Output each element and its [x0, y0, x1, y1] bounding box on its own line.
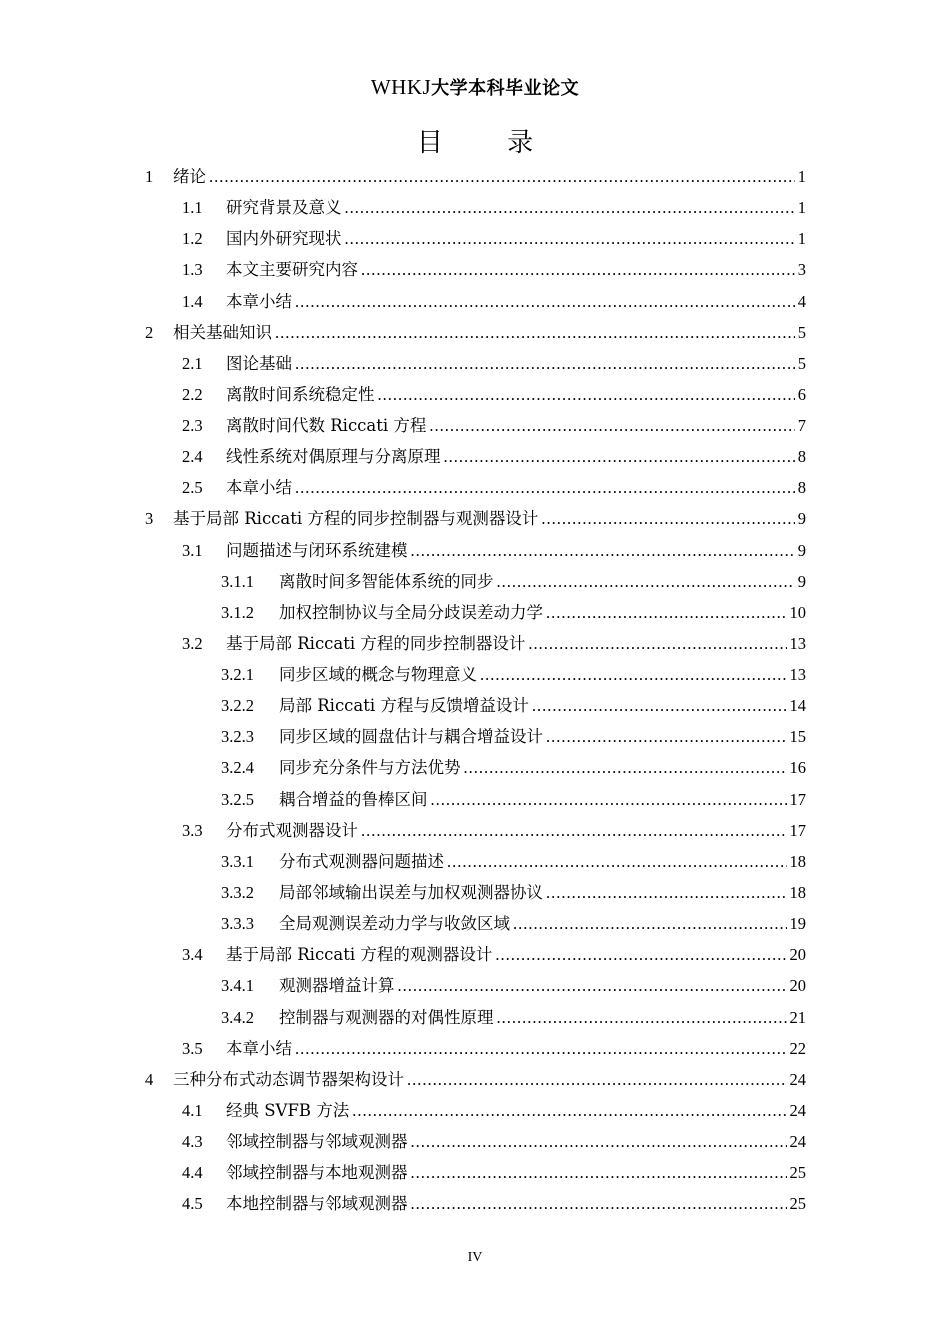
toc-entry[interactable] [182, 943, 806, 967]
toc-leader-dots [411, 1130, 787, 1154]
toc-entry-number: 3.1.1 [221, 572, 254, 591]
toc-entry-page: 14 [789, 696, 806, 715]
toc-entry-title: 本地控制器与邻域观测器 [226, 1194, 408, 1213]
toc-entry-title: 邻域控制器与本地观测器 [226, 1163, 408, 1182]
toc-entry-number: 3.3.3 [221, 914, 254, 933]
toc-entry[interactable] [182, 445, 806, 469]
toc-entry-title: 基于局部 Riccati 方程的同步控制器设计 [226, 634, 526, 653]
toc-entry-page: 10 [789, 603, 806, 622]
toc-entry-title: 图论基础 [226, 354, 292, 373]
toc-leader-dots [345, 227, 795, 251]
toc-entry[interactable] [182, 196, 806, 220]
toc-entry[interactable] [182, 819, 806, 843]
toc-entry-title: 同步区域的圆盘估计与耦合增益设计 [279, 727, 543, 746]
toc-entry[interactable] [221, 881, 806, 905]
toc-entry-number: 3.2.3 [221, 727, 254, 746]
toc-entry[interactable] [221, 912, 806, 936]
toc-entry-title: 国内外研究现状 [226, 229, 342, 248]
toc-leader-dots [431, 788, 787, 812]
toc-leader-dots [541, 507, 794, 531]
toc-entry-title: 局部邻域输出误差与加权观测器协议 [279, 883, 543, 902]
toc-entry[interactable] [221, 1006, 806, 1030]
toc-leader-dots [532, 694, 787, 718]
toc-entry-number: 4.1 [182, 1101, 203, 1120]
toc-entry-page: 13 [789, 634, 806, 653]
toc-entry-number: 3.3.1 [221, 852, 254, 871]
toc-heading: 目 录 [416, 128, 562, 158]
toc-entry-number: 3.2.2 [221, 696, 254, 715]
toc-entry-title: 线性系统对偶原理与分离原理 [226, 447, 441, 466]
toc-entry-page: 13 [789, 665, 806, 684]
toc-entry-title: 观测器增益计算 [279, 976, 395, 995]
toc-entry-number: 2.5 [182, 478, 203, 497]
toc-entry-page: 8 [797, 478, 806, 497]
toc-entry-title: 本章小结 [226, 478, 292, 497]
toc-entry[interactable] [182, 539, 806, 563]
toc-entry-number: 3.2 [182, 634, 203, 653]
toc-entry-title: 研究背景及意义 [226, 198, 342, 217]
toc-entry-page: 24 [789, 1070, 806, 1089]
toc-entry-title: 本文主要研究内容 [226, 260, 358, 279]
toc-leader-dots [513, 912, 787, 936]
header-text: 大学本科毕业论文 [431, 78, 580, 99]
toc-entry-page: 4 [797, 292, 806, 311]
toc-entry[interactable] [221, 850, 806, 874]
toc-leader-dots [444, 445, 795, 469]
toc-leader-dots [480, 663, 787, 687]
toc-entry-number: 3.3 [182, 821, 203, 840]
toc-leader-dots [295, 476, 795, 500]
toc-entry-number: 3 [145, 509, 154, 528]
toc-entry[interactable] [182, 258, 806, 282]
toc-entry-number: 2.1 [182, 354, 203, 373]
toc-entry-number: 1.3 [182, 260, 203, 279]
toc-entry-page: 15 [789, 727, 806, 746]
toc-entry[interactable] [182, 1130, 806, 1154]
toc-entry-number: 3.1.2 [221, 603, 254, 622]
toc-entry-number: 2.4 [182, 447, 203, 466]
toc-entry-number: 4.5 [182, 1194, 203, 1213]
toc-entry-title: 耦合增益的鲁棒区间 [279, 790, 428, 809]
toc-entry-page: 20 [789, 945, 806, 964]
toc-entry[interactable] [182, 1099, 806, 1123]
toc-leader-dots [378, 383, 795, 407]
toc-leader-dots [295, 352, 795, 376]
toc-entry-page: 8 [797, 447, 806, 466]
toc-leader-dots [398, 974, 787, 998]
toc-entry[interactable] [182, 383, 806, 407]
toc-entry-number: 4.3 [182, 1132, 203, 1151]
toc-entry-title: 全局观测误差动力学与收敛区域 [279, 914, 510, 933]
toc-leader-dots [295, 1037, 787, 1061]
toc-entry-page: 5 [797, 323, 806, 342]
toc-entry-number: 2 [145, 323, 154, 342]
toc-entry-page: 17 [789, 790, 806, 809]
toc-entry-number: 4.4 [182, 1163, 203, 1182]
toc-entry-number: 4 [145, 1070, 154, 1089]
toc-entry-page: 1 [797, 167, 806, 186]
toc-entry-page: 19 [789, 914, 806, 933]
toc-entry-page: 18 [789, 883, 806, 902]
toc-entry-number: 3.1 [182, 541, 203, 560]
toc-entry-title: 三种分布式动态调节器架构设计 [173, 1070, 404, 1089]
toc-entry-page: 1 [797, 229, 806, 248]
toc-entry-title: 邻域控制器与邻域观测器 [226, 1132, 408, 1151]
toc-leader-dots [352, 1099, 786, 1123]
toc-entry-page: 17 [789, 821, 806, 840]
toc-entry-title: 离散时间多智能体系统的同步 [279, 572, 494, 591]
toc-entry-title: 离散时间系统稳定性 [226, 385, 375, 404]
toc-entry-page: 21 [789, 1008, 806, 1027]
toc-entry-page: 1 [797, 198, 806, 217]
toc-entry[interactable] [221, 694, 806, 718]
toc-leader-dots [546, 601, 787, 625]
toc-entry-title: 同步充分条件与方法优势 [279, 758, 461, 777]
toc-leader-dots [295, 290, 795, 314]
toc-entry-number: 3.4.2 [221, 1008, 254, 1027]
toc-entry[interactable] [145, 321, 806, 345]
toc-entry[interactable] [221, 756, 806, 780]
toc-entry-number: 1.2 [182, 229, 203, 248]
toc-entry-title: 基于局部 Riccati 方程的同步控制器与观测器设计 [173, 509, 539, 528]
toc-leader-dots [546, 725, 787, 749]
toc-entry[interactable] [182, 476, 806, 500]
toc-entry-title: 基于局部 Riccati 方程的观测器设计 [226, 945, 493, 964]
toc-entry-number: 3.3.2 [221, 883, 254, 902]
toc-entry-number: 1.4 [182, 292, 203, 311]
toc-entry-title: 本章小结 [226, 1039, 292, 1058]
toc-entry[interactable] [182, 1161, 806, 1185]
toc-leader-dots [497, 570, 795, 594]
toc-entry[interactable] [221, 974, 806, 998]
toc-leader-dots [528, 632, 786, 656]
toc-entry[interactable] [221, 570, 806, 594]
toc-entry-number: 3.4 [182, 945, 203, 964]
toc-entry[interactable] [145, 1068, 806, 1092]
toc-entry-title: 离散时间代数 Riccati 方程 [226, 416, 427, 435]
toc-entry-page: 5 [797, 354, 806, 373]
toc-entry[interactable] [182, 632, 806, 656]
toc-entry[interactable] [221, 601, 806, 625]
toc-leader-dots [361, 258, 795, 282]
toc-entry-number: 2.3 [182, 416, 203, 435]
toc-entry-title: 分布式观测器设计 [226, 821, 358, 840]
toc-leader-dots [411, 1192, 787, 1216]
toc-entry-title: 相关基础知识 [173, 323, 272, 342]
toc-leader-dots [447, 850, 787, 874]
toc-entry[interactable] [182, 352, 806, 376]
toc-leader-dots [497, 1006, 787, 1030]
toc-entry-title: 控制器与观测器的对偶性原理 [279, 1008, 494, 1027]
toc-leader-dots [407, 1068, 787, 1092]
toc-entry-page: 3 [797, 260, 806, 279]
toc-leader-dots [495, 943, 786, 967]
toc-entry-page: 18 [789, 852, 806, 871]
toc-entry[interactable] [221, 663, 806, 687]
toc-leader-dots [209, 165, 795, 189]
toc-entry-page: 7 [797, 416, 806, 435]
toc-leader-dots [429, 414, 794, 438]
toc-entry[interactable] [182, 227, 806, 251]
toc-entry[interactable] [182, 290, 806, 314]
toc-entry-page: 9 [797, 509, 806, 528]
toc-entry-page: 9 [797, 541, 806, 560]
toc-entry-page: 24 [789, 1101, 806, 1120]
toc-leader-dots [361, 819, 787, 843]
header-prefix: WHKJ [370, 75, 432, 99]
toc-entry-number: 1 [145, 167, 154, 186]
toc-entry-page: 6 [797, 385, 806, 404]
toc-entry-title: 绪论 [173, 167, 206, 186]
toc-entry[interactable] [221, 725, 806, 749]
toc-leader-dots [546, 881, 787, 905]
toc-entry-number: 2.2 [182, 385, 203, 404]
toc-entry-title: 经典 SVFB 方法 [226, 1101, 350, 1120]
toc-entry[interactable] [145, 507, 806, 531]
toc-leader-dots [411, 1161, 787, 1185]
toc-entry-number: 3.2.4 [221, 758, 254, 777]
toc-entry-number: 3.2.5 [221, 790, 254, 809]
toc-entry-title: 加权控制协议与全局分歧误差动力学 [279, 603, 543, 622]
toc-entry[interactable] [182, 414, 806, 438]
toc-entry-page: 22 [789, 1039, 806, 1058]
toc-entry-title: 本章小结 [226, 292, 292, 311]
toc-entry[interactable] [145, 165, 806, 189]
toc-entry-number: 1.1 [182, 198, 203, 217]
toc-leader-dots [345, 196, 795, 220]
toc-entry-title: 同步区域的概念与物理意义 [279, 665, 477, 684]
toc-entry-page: 25 [789, 1163, 806, 1182]
toc-entry-page: 20 [789, 976, 806, 995]
toc-leader-dots [275, 321, 795, 345]
toc-entry-number: 3.4.1 [221, 976, 254, 995]
toc-entry-page: 9 [797, 572, 806, 591]
toc-entry[interactable] [182, 1037, 806, 1061]
toc-leader-dots [411, 539, 795, 563]
toc-entry[interactable] [221, 788, 806, 812]
page-number: IV [467, 1250, 483, 1265]
toc-entry-page: 25 [789, 1194, 806, 1213]
toc-leader-dots [464, 756, 787, 780]
toc-entry[interactable] [182, 1192, 806, 1216]
toc-entry-page: 16 [789, 758, 806, 777]
toc-entry-page: 24 [789, 1132, 806, 1151]
toc-entry-title: 分布式观测器问题描述 [279, 852, 444, 871]
toc-entry-title: 问题描述与闭环系统建模 [226, 541, 408, 560]
toc-entry-number: 3.2.1 [221, 665, 254, 684]
toc-entry-title: 局部 Riccati 方程与反馈增益设计 [279, 696, 529, 715]
document-header [0, 74, 950, 100]
toc-entry-number: 3.5 [182, 1039, 203, 1058]
